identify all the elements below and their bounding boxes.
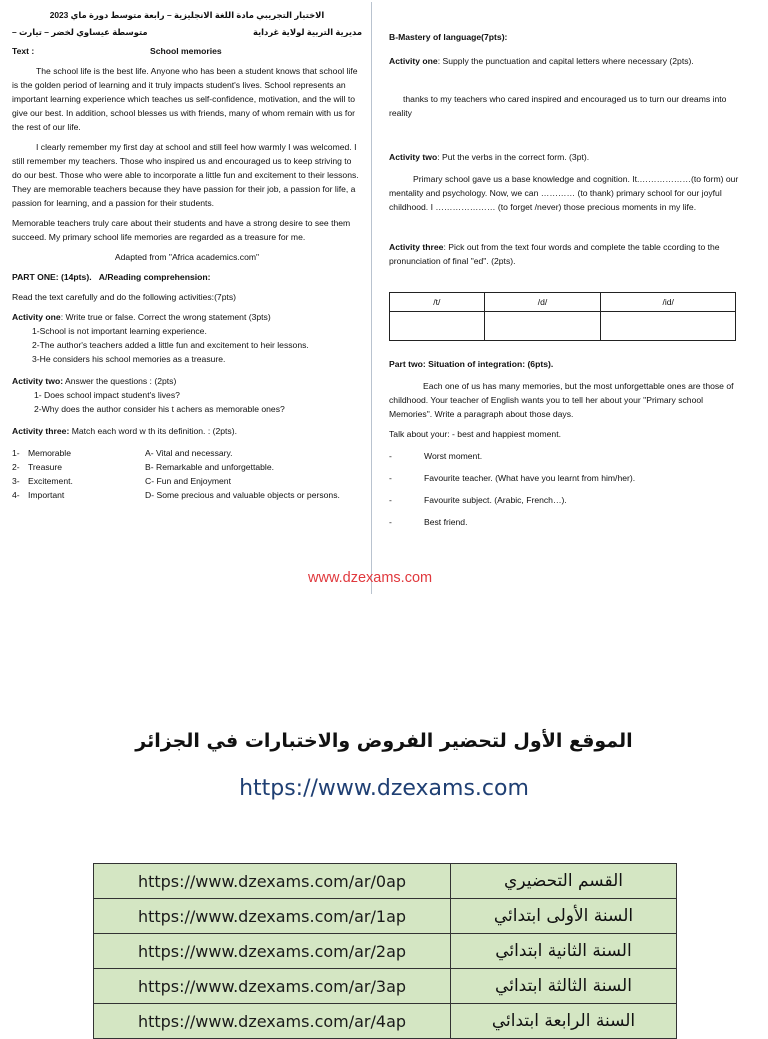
table-header-d: /d/ <box>484 293 601 312</box>
verbs-paragraph: Primary school gave us a base knowledge and cognition. It.………………(to form) our mentality and psychology. Now, we can ………… (to thank) primary school for our joyful childhood. I ………………… (to forget /never) those precious moments in my life. <box>389 174 739 212</box>
level-label: السنة الرابعة ابتدائي <box>451 1004 677 1039</box>
list-item: - Favourite subject. (Arabic, French…). <box>389 495 567 505</box>
activity-one-reading: Activity one: Write true or false. Correct the wrong statement (3pts) 1-School is not important learning experience. 2-The author's teachers added a little fun and excitement to heir lessons. 3-He considers his school memories as a treasure. <box>12 310 362 366</box>
list-item: 2-Why does the author consider his t achers as memorable ones? <box>34 404 285 414</box>
level-link[interactable]: https://www.dzexams.com/ar/0ap <box>94 864 451 899</box>
table-cell <box>484 312 601 341</box>
exam-header-school <box>12 25 362 39</box>
level-label: السنة الأولى ابتدائي <box>451 899 677 934</box>
list-item: 2-The author's teachers added a little fun and excitement to heir lessons. <box>32 340 309 350</box>
level-link[interactable]: https://www.dzexams.com/ar/2ap <box>94 934 451 969</box>
activity-label: Activity three: <box>12 426 70 436</box>
exam-header-title: الاختبار التجريبي مادة اللغة الانجليزية – رابعة متوسط دورة ماي 2023 <box>49 10 325 20</box>
matching-row: 4- Important D- Some precious and valuable objects or persons. <box>12 490 340 500</box>
table-row <box>94 934 677 969</box>
mastery-activity-one: Activity one: Supply the punctuation and capital letters where necessary (2pts). <box>389 56 694 66</box>
list-item: - Favourite teacher. (What have you learnt from him/her). <box>389 473 636 483</box>
table-cell <box>390 312 485 341</box>
right-column <box>389 30 739 529</box>
text-paragraph-1: The school life is the best life. Anyone who has been a student knows that school life is the golden period of learning and it truly impacts student's lives. School represents an important learning experience which teaches us self-confidence, motivation, and the will to give our best. In addition, school blesses us with friends, many of whom remain with us for the rest of our life. <box>12 66 358 132</box>
mastery-activity-three: Activity three: Pick out from the text four words and complete the table ccording to the pronunciation of final "ed". (2pts). <box>389 242 720 266</box>
list-item: 1-School is not important learning experience. <box>32 326 207 336</box>
matching-row: 2- Treasure B- Remarkable and unforgettable. <box>12 462 274 472</box>
list-item: - Worst moment. <box>389 451 483 461</box>
level-link[interactable]: https://www.dzexams.com/ar/1ap <box>94 899 451 934</box>
list-item: - Best friend. <box>389 517 468 527</box>
table-header-t: /t/ <box>390 293 485 312</box>
level-label: السنة الثالثة ابتدائي <box>451 969 677 1004</box>
activity-two-reading: Activity two: Answer the questions : (2pts) 1- Does school impact student's lives? 2-Why does the author consider his t achers as memorable ones? <box>12 374 362 416</box>
table-row <box>94 1004 677 1039</box>
left-column <box>12 8 362 502</box>
text-paragraph-3: Memorable teachers truly care about their students and have a strong desire to see them succeed. My primary school life memories are regarded as a treasure for me. <box>12 218 351 242</box>
activity-label: Activity one <box>12 312 61 322</box>
matching-row: 1- Memorable A- Vital and necessary. <box>12 448 233 458</box>
talk-about: Talk about your: - best and happiest moment. <box>389 429 561 439</box>
activity-label: Activity two: <box>12 376 64 386</box>
text-paragraph-2: I clearly remember my first day at school and still feel how warmly I was welcomed. I still remember my teachers. Those who inspired us and encouraged us to keep striving to do our best. Those who were able to incorporate a little fun and excitement to their lessons. They are memorable teachers because they have passion for their job, a passion for life, a passion for learning, and a passion for their students. <box>12 142 359 208</box>
text-source: Adapted from "Africa academics.com" <box>114 252 260 262</box>
table-row <box>94 969 677 1004</box>
table-row <box>94 899 677 934</box>
promo-site-link[interactable]: https://www.dzexams.com <box>239 776 529 801</box>
school-name: متوسطة عيساوي لخضر – تيارت – <box>12 27 148 37</box>
directorate-name: مديرية التربية لولاية غرداية <box>252 27 362 37</box>
part-one-heading: PART ONE: (14pts). A/Reading comprehension: <box>12 272 211 282</box>
text-label: Text : <box>12 46 35 56</box>
level-label: السنة الثانية ابتدائي <box>451 934 677 969</box>
list-item: 3-He considers his school memories as a treasure. <box>32 354 226 364</box>
level-link[interactable]: https://www.dzexams.com/ar/4ap <box>94 1004 451 1039</box>
situation-paragraph: Each one of us has many memories, but the most unforgettable ones are those of childhood. Your teacher of English wants you to tell her about your "Primary school Memories". Write a paragraph about those days. <box>389 381 734 419</box>
level-label: القسم التحضيري <box>451 864 677 899</box>
links-table <box>93 863 677 1039</box>
mastery-heading: B-Mastery of language(7pts): <box>389 32 508 42</box>
level-link[interactable]: https://www.dzexams.com/ar/3ap <box>94 969 451 1004</box>
text-title: School memories <box>150 46 222 56</box>
text-title-row <box>12 44 362 58</box>
part-one-instruction: Read the text carefully and do the following activities:(7pts) <box>12 292 237 302</box>
pronunciation-table <box>389 292 736 341</box>
activity-three-reading: Activity three: Match each word w th its definition. : (2pts). 1- Memorable A- Vital and necessary. 2- Treasure B- Remarkable and unforgettable. 3- Excitement. C- Fun and Enjoyment 4- Important D- Some precious and valuable objects or persons. <box>12 424 362 502</box>
table-row <box>94 864 677 899</box>
table-cell <box>601 312 736 341</box>
watermark-link[interactable]: www.dzexams.com <box>308 570 433 586</box>
part-two-heading: Part two: Situation of integration: (6pts). <box>389 359 554 369</box>
mastery-activity-two: Activity two: Put the verbs in the correct form. (3pt). <box>389 152 590 162</box>
punctuation-sentence: thanks to my teachers who cared inspired and encouraged us to turn our dreams into reality <box>389 94 727 118</box>
matching-row: 3- Excitement. C- Fun and Enjoyment <box>12 476 231 486</box>
table-header-id: /id/ <box>601 293 736 312</box>
column-divider <box>371 2 372 594</box>
list-item: 1- Does school impact student's lives? <box>34 390 180 400</box>
promo-headline: الموقع الأول لتحضير الفروض والاختبارات في الجزائر <box>135 730 633 752</box>
